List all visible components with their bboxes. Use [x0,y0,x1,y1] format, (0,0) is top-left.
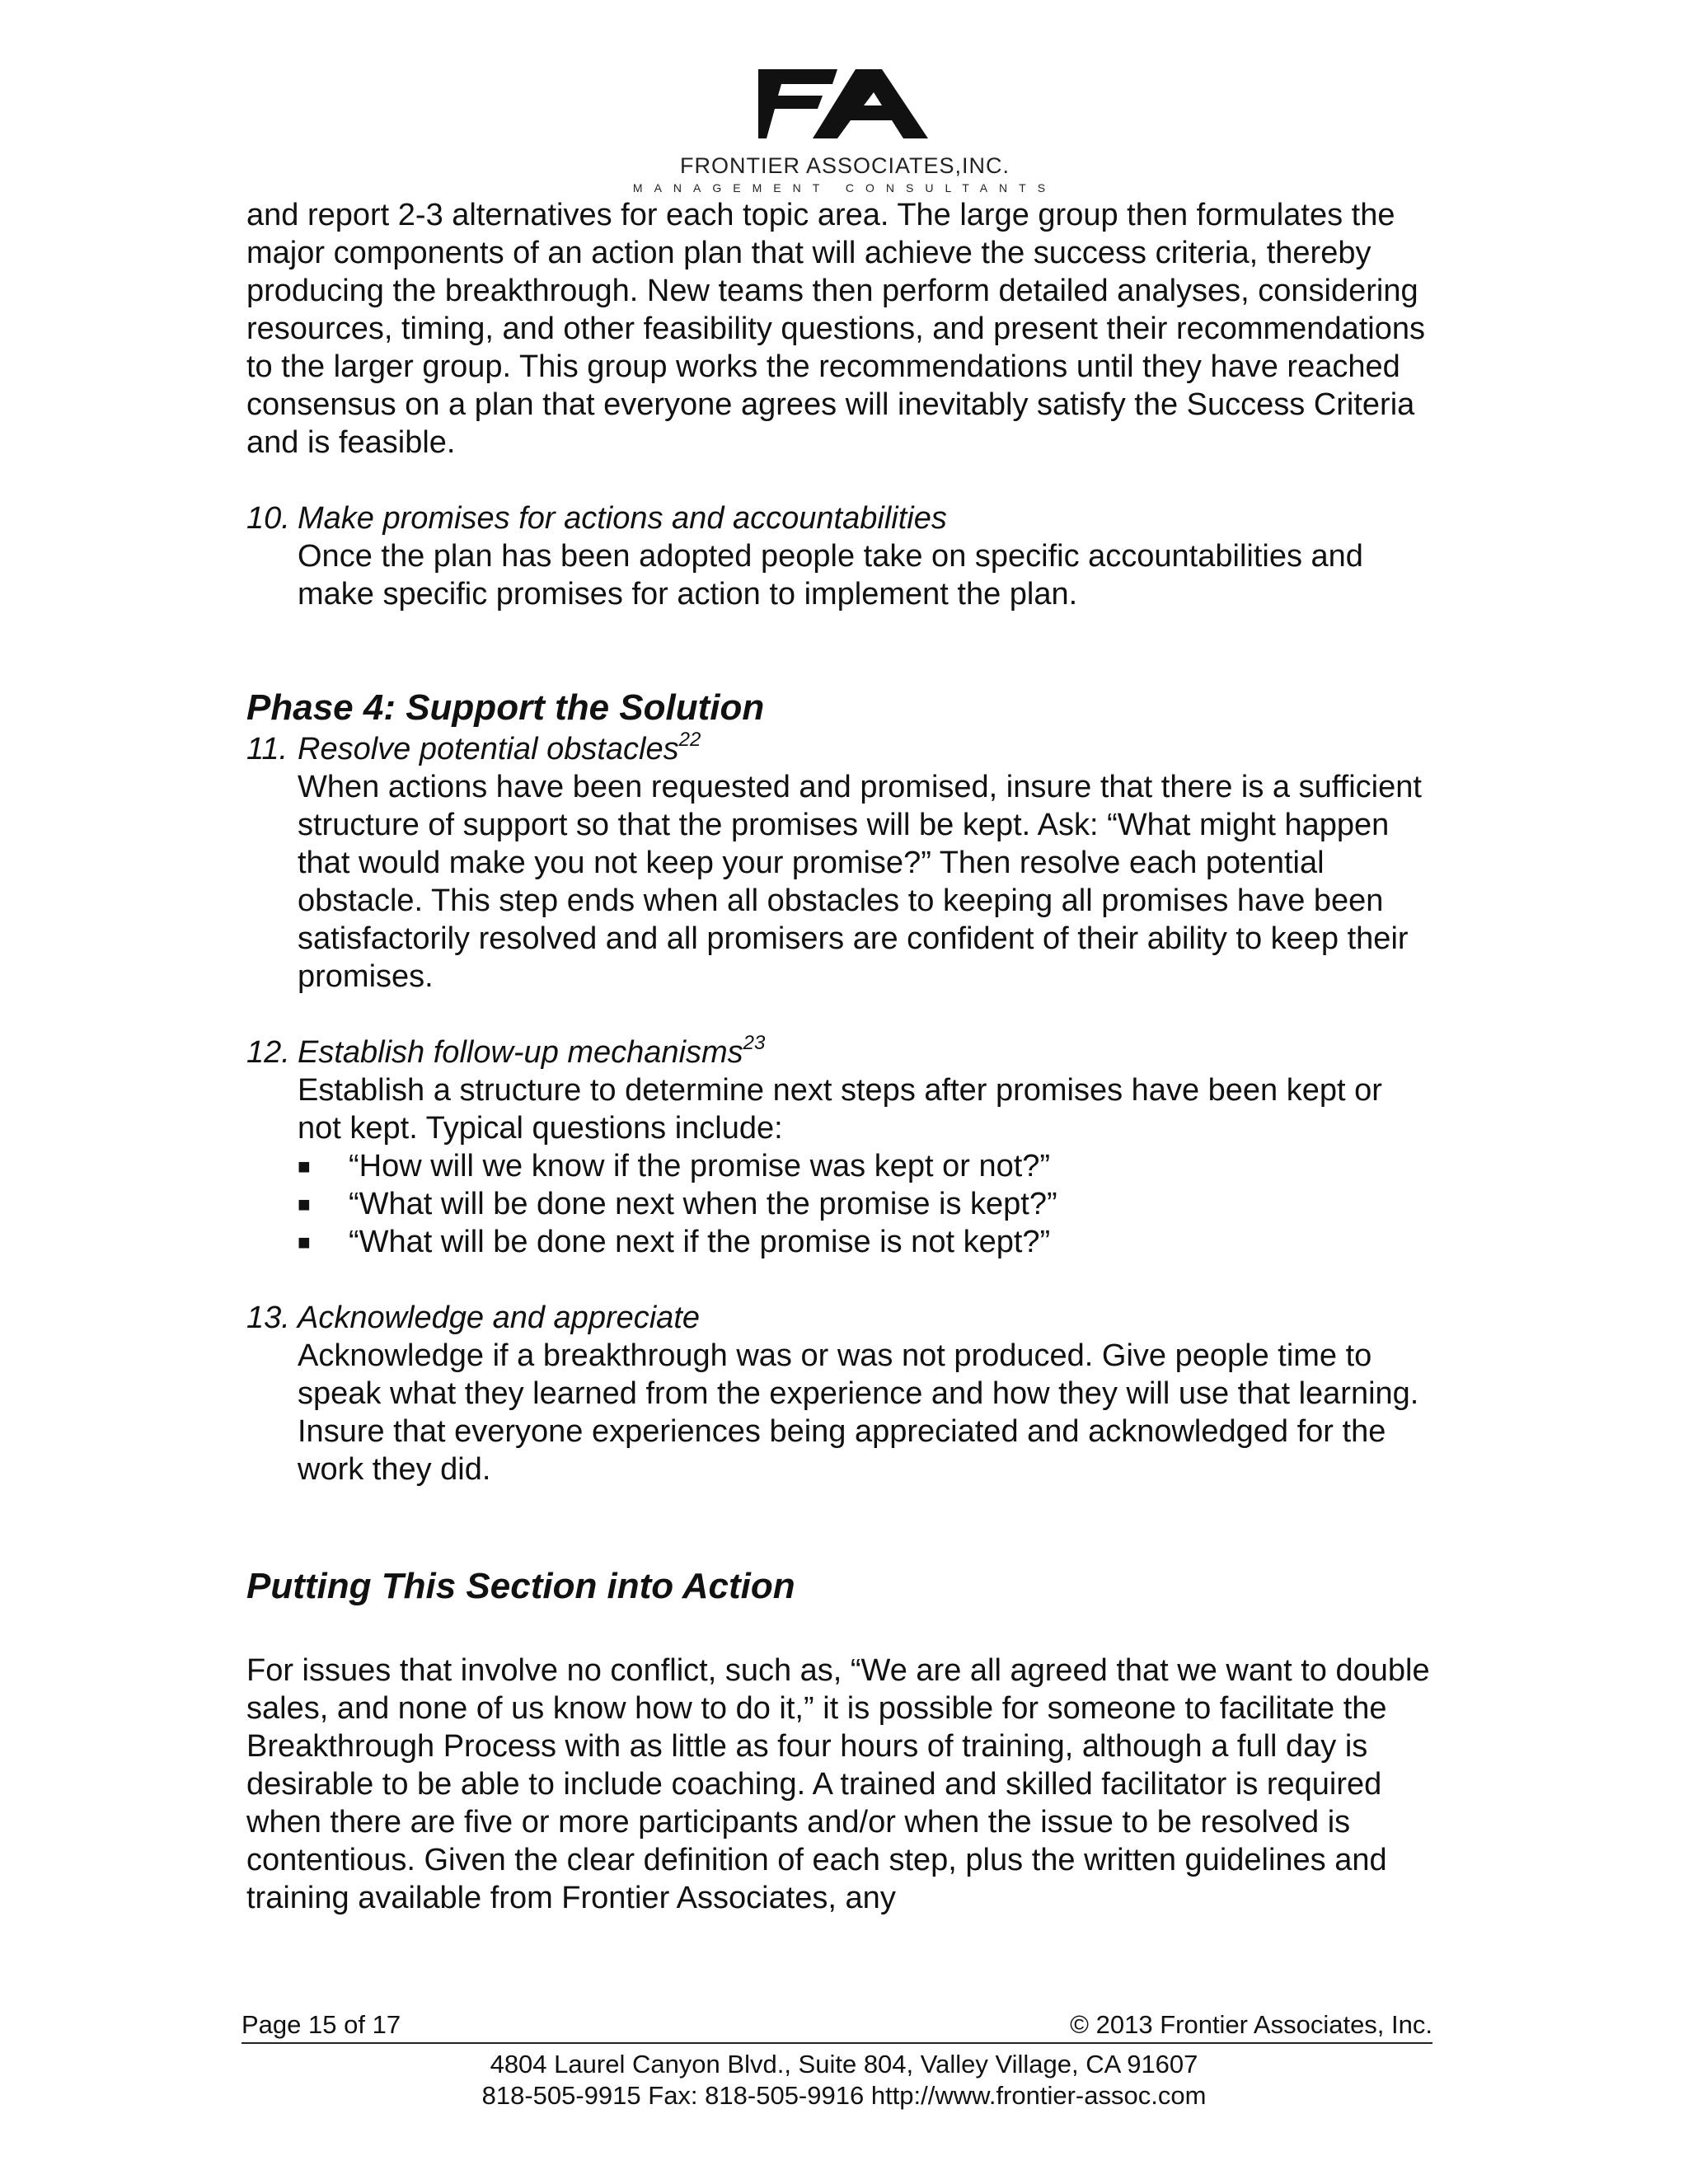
page-footer [241,2009,1432,2044]
footnote-ref: 23 [743,1032,766,1054]
company-logo [758,69,928,138]
step-number: 13. [246,1301,290,1335]
footer-address: 4804 Laurel Canyon Blvd., Suite 804, Valley Village, CA 91607 [490,2050,1198,2079]
company-name: FRONTIER ASSOCIATES,INC. [679,153,1010,178]
bullet-icon: ■ [298,1230,311,1254]
section-body: For issues that involve no conflict, such as, “We are all agreed that we want to double sales, and none of us know how to do it,” it is possible for someone to facilitate the Breakthrough Process with as little as four hours of training, although a full day is desirable to be able to include coaching. A trained and skilled facilitator is required when there are five or more participants and/or when the issue to be resolved is contentious. Given the clear definition of each step, plus the written guidelines and training available from Frontier Associates, any [246,1653,1430,1915]
footnote-ref: 22 [678,729,701,751]
list-item: ■ “What will be done next if the promise is not kept?” [298,1225,1051,1259]
step-10 [246,499,1433,613]
list-item: ■ “How will we know if the promise was kept or not?” [298,1149,1051,1183]
question-list [298,1147,1433,1261]
phase-heading: Phase 4: Support the Solution [246,687,765,728]
step-body: Once the plan has been adopted people take on specific accountabilities and make specific promises for action to implement the plan. [298,539,1363,612]
step-number: 10. [246,501,290,536]
step-title: Acknowledge and appreciate [298,1301,701,1335]
page-number: Page 15 of 17 [241,2010,401,2039]
step-title: Make promises for actions and accountabilities [298,501,947,536]
company-tagline: MANAGEMENT CONSULTANTS [632,181,1057,194]
step-12 [246,1033,1433,1261]
copyright: © 2013 Frontier Associates, Inc. [1070,2010,1432,2039]
list-item: ■ “What will be done next when the promise is kept?” [298,1187,1057,1221]
footer-contact [0,2049,1688,2111]
step-body: When actions have been requested and promised, insure that there is a sufficient structure of support so that the promises will be kept. Ask: “What might happen that would make you not keep your promise?” Then resolve each potential obstacle. This step ends when all obstacles to keeping all promises have been satisfactorily resolved and all promisers are confident of their ability to keep their promises. [298,770,1422,994]
step-title: Resolve potential obstacles [298,732,679,766]
step-11 [246,730,1433,996]
continued-paragraph: and report 2-3 alternatives for each topic area. The large group then formulates the major components of an action plan that will achieve the success criteria, thereby producing the breakthrough. New teams then perform detailed analyses, considering resources, timing, and other feasibility questions, and present their recommendations to the larger group. This group works the recommendations until they have reached consensus on a plan that everyone agrees will inevitably satisfy the Success Criteria and is feasible. [246,198,1425,460]
step-number: 11. [246,732,288,766]
step-title: Establish follow-up mechanisms [298,1035,743,1070]
bullet-icon: ■ [298,1192,311,1216]
step-body: Acknowledge if a breakthrough was or was not produced. Give people time to speak what they learned from the experience and how they will use that learning. Insure that everyone experiences being appreciated and acknowledged for the work they did. [298,1338,1419,1487]
step-13 [246,1299,1433,1488]
section-heading: Putting This Section into Action [246,1566,795,1606]
document-body [246,196,1433,1917]
bullet-icon: ■ [298,1154,311,1179]
step-number: 12. [246,1035,290,1070]
step-body: Establish a structure to determine next steps after promises have been kept or not kept. Typical questions include: [298,1073,1382,1146]
footer-phone-web: 818-505-9915 Fax: 818-505-9916 http://www.frontier-assoc.com [481,2081,1207,2110]
